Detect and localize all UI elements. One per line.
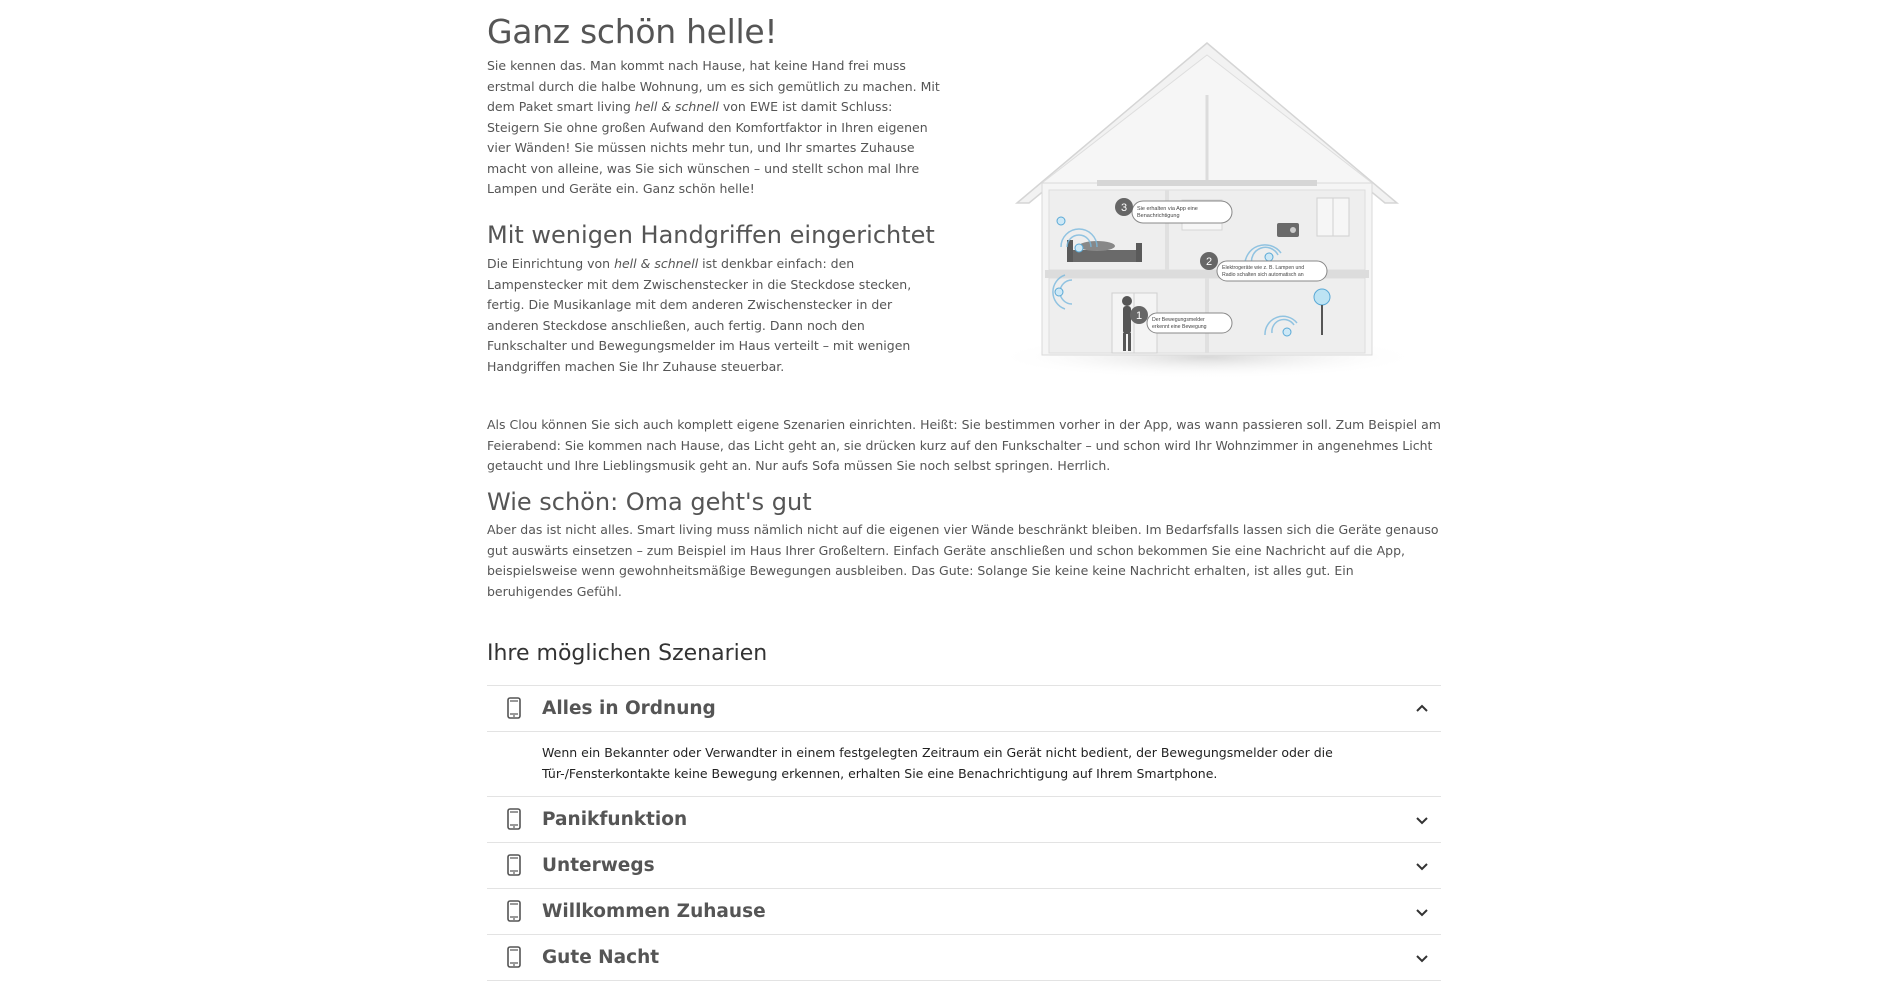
svg-text:Benachrichtigung: Benachrichtigung xyxy=(1137,213,1180,219)
clou-section xyxy=(487,415,1441,477)
scenarios-accordion xyxy=(487,685,1441,981)
accordion-header-gute-nacht[interactable] xyxy=(487,935,1441,980)
accordion-item-alles-in-ordnung xyxy=(487,686,1441,797)
chevron-down-icon[interactable] xyxy=(1415,904,1429,923)
svg-text:Der Bewegungsmelder: Der Bewegungsmelder xyxy=(1152,317,1205,323)
svg-text:3: 3 xyxy=(1120,202,1128,214)
accordion-body-text: Wenn ein Bekannter oder Verwandter in einem festgelegten Zeitraum ein Gerät nicht bedient, der Bewegungsmelder oder die Tür-/Fensterkontakte keine Bewegung erkennen, erhalten Sie eine Benachrichtigung auf Ihrem Smartphone. xyxy=(542,745,1333,781)
section-title-ganz-schoen-helle: Ganz schön helle! xyxy=(487,12,778,51)
smartphone-icon xyxy=(507,808,521,834)
svg-text:Radio schalten sich automatisc: Radio schalten sich automatisch an xyxy=(1222,272,1304,278)
accordion-label: Alles in Ordnung xyxy=(542,698,716,719)
accordion-item-willkommen-zuhause xyxy=(487,889,1441,935)
smart-home-illustration xyxy=(977,35,1447,405)
section-title-oma: Wie schön: Oma geht's gut xyxy=(487,488,812,516)
accordion-label: Willkommen Zuhause xyxy=(542,901,766,922)
setup-section xyxy=(487,220,947,377)
setup-paragraph: Die Einrichtung von hell & schnell ist denkbar einfach: den Lampenstecker mit dem Zwischenstecker in die Steckdose stecken, fertig. Die Musikanlage mit dem anderen Zwischenstecker in der anderen Steckdose anschließen, auch fertig. Dann noch den Funkschalter und Bewegungsmelder im Haus verteilt – mit wenigen Handgriffen machen Sie Ihr Zuhause steuerbar. xyxy=(487,256,912,374)
chevron-down-icon[interactable] xyxy=(1415,950,1429,969)
accordion-label: Panikfunktion xyxy=(542,809,688,830)
svg-text:Sie erhalten via App eine: Sie erhalten via App eine xyxy=(1137,206,1198,212)
accordion-label: Unterwegs xyxy=(542,855,655,876)
intro-section xyxy=(487,12,947,200)
oma-paragraph: Aber das ist nicht alles. Smart living muss nämlich nicht auf die eigenen vier Wände beschränkt bleiben. Im Bedarfsfalls lassen sich die Geräte genauso gut auswärts einsetzen – zum Beispiel im Haus Ihrer Großeltern. Einfach Geräte anschließen und schon bekommen Sie eine Nachricht auf die App, beispielsweise wenn gewohnheitsmäßige Bewegungen ausbleiben. Das Gute: Solange Sie keine keine Nachricht erhalten, ist alles gut. Ein beruhigendes Gefühl. xyxy=(487,522,1439,599)
svg-text:erkennt eine Bewegung: erkennt eine Bewegung xyxy=(1152,324,1207,330)
chevron-down-icon[interactable] xyxy=(1415,812,1429,831)
scenarios-title: Ihre möglichen Szenarien xyxy=(487,641,768,666)
accordion-label: Gute Nacht xyxy=(542,947,660,968)
svg-text:Elektrogeräte wie z. B. Lampen: Elektrogeräte wie z. B. Lampen und xyxy=(1222,265,1305,271)
oma-section xyxy=(487,487,1441,602)
accordion-body-alles-in-ordnung xyxy=(487,731,1441,796)
smartphone-icon xyxy=(507,900,521,926)
smartphone-icon xyxy=(507,697,521,723)
svg-text:1: 1 xyxy=(1135,310,1143,322)
intro-paragraph: Sie kennen das. Man kommt nach Hause, hat keine Hand frei muss erstmal durch die halbe Wohnung, um es sich gemütlich zu machen. Mit dem Paket smart living hell & schnell von EWE ist damit Schluss: Steigern Sie ohne großen Aufwand den Komfortfaktor in Ihren eigenen vier Wänden! Sie müssen nichts mehr tun, und Ihr smartes Zuhause macht von alleine, was Sie sich wünschen – und stellt schon mal Ihre Lampen und Geräte ein. Ganz schön helle! xyxy=(487,58,940,196)
smartphone-icon xyxy=(507,946,521,972)
accordion-item-unterwegs xyxy=(487,843,1441,889)
clou-paragraph: Als Clou können Sie sich auch komplett eigene Szenarien einrichten. Heißt: Sie bestimmen vorher in der App, was wann passieren soll. Zum Beispiel am Feierabend: Sie kommen nach Hause, das Licht geht an, sie drücken kurz auf den Funkschalter – und schon wird Ihr Wohnzimmer in angenehmes Licht getaucht und Ihre Lieblingsmusik geht an. Nur aufs Sofa müssen Sie noch selbst springen. Herrlich. xyxy=(487,417,1441,473)
accordion-header-unterwegs[interactable] xyxy=(487,843,1441,888)
svg-text:2: 2 xyxy=(1205,256,1213,268)
smartphone-icon xyxy=(507,854,521,880)
accordion-header-willkommen-zuhause[interactable] xyxy=(487,889,1441,934)
chevron-up-icon[interactable] xyxy=(1415,701,1429,720)
accordion-header-panikfunktion[interactable] xyxy=(487,797,1441,842)
accordion-item-gute-nacht xyxy=(487,935,1441,981)
chevron-down-icon[interactable] xyxy=(1415,858,1429,877)
accordion-header-alles-in-ordnung[interactable] xyxy=(487,686,1441,731)
section-title-handgriffe: Mit wenigen Handgriffen eingerichtet xyxy=(487,221,935,249)
accordion-item-panikfunktion xyxy=(487,797,1441,843)
